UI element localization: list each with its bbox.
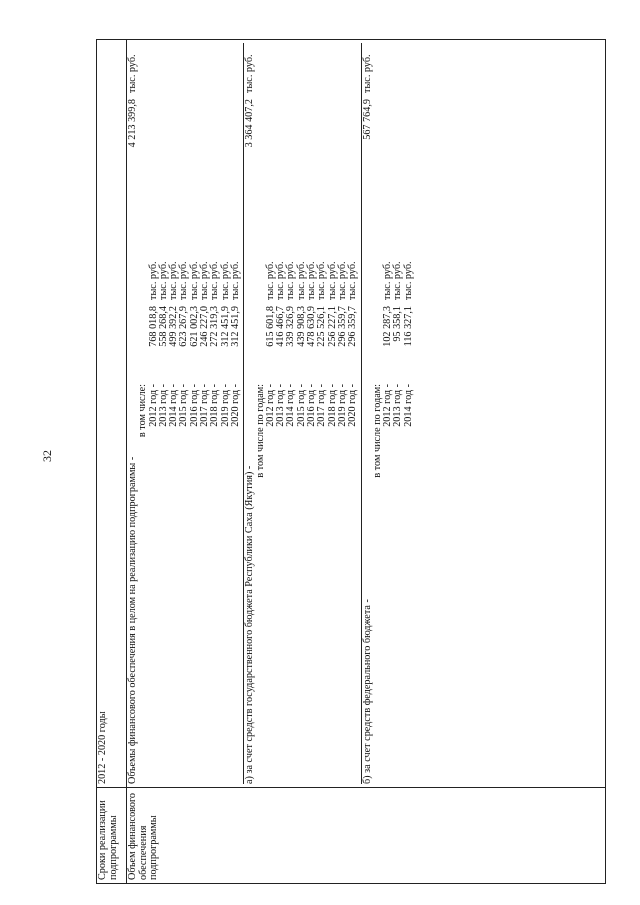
year-unit: тыс. руб. <box>147 261 159 300</box>
year-label: 2020 год - <box>347 384 359 427</box>
year-row <box>348 43 358 784</box>
year-unit: тыс. руб. <box>209 261 221 300</box>
year-value: 416 466,7 <box>275 306 287 347</box>
year-unit: тыс. руб. <box>178 261 190 300</box>
year-label: 2019 год - <box>219 384 231 427</box>
year-label: 2016 год - <box>306 384 318 427</box>
year-row <box>404 43 414 784</box>
year-label: 2015 год - <box>295 384 307 427</box>
year-unit: тыс. руб. <box>264 261 276 300</box>
year-value: 95 358,1 <box>392 306 404 342</box>
state-budget-value: 3 364 407,2 <box>244 99 256 148</box>
year-value: 256 227,1 <box>326 306 338 347</box>
year-label: 2018 год - <box>326 384 338 427</box>
year-unit: тыс. руб. <box>295 261 307 300</box>
year-label: 2013 год - <box>275 384 287 427</box>
year-unit: тыс. руб. <box>229 261 241 300</box>
term-value: 2012 - 2020 годы <box>97 40 127 788</box>
year-unit: тыс. руб. <box>157 261 169 300</box>
state-budget-title: а) за счет средств государственного бюджета Республики Саха (Якутия) - <box>244 465 256 784</box>
total-title: Объемы финансового обеспечения в целом на реализацию подпрограммы - <box>127 456 138 784</box>
year-unit: тыс. руб. <box>188 261 200 300</box>
year-value: 621 002,3 <box>188 306 200 347</box>
federal-budget-sub-label: в том числе по годам: <box>371 384 383 478</box>
year-label: 2012 год - <box>382 384 394 427</box>
term-row <box>97 40 127 884</box>
year-value: 296 359,7 <box>336 306 348 347</box>
year-value: 768 018,8 <box>147 306 159 347</box>
year-unit: тыс. руб. <box>168 261 180 300</box>
year-label: 2012 год - <box>264 384 276 427</box>
federal-budget-value: 567 764,9 <box>361 99 373 140</box>
year-label: 2014 год - <box>285 384 297 427</box>
volume-row <box>127 40 606 884</box>
state-budget-unit: тыс. руб. <box>244 54 256 93</box>
year-row <box>231 43 241 784</box>
year-label: 2017 год - <box>316 384 328 427</box>
year-unit: тыс. руб. <box>382 261 394 300</box>
document-table-rotated <box>96 40 606 884</box>
year-value: 499 392,2 <box>168 306 180 347</box>
year-label: 2012 год - <box>147 384 159 427</box>
year-label: 2017 год - <box>199 384 211 427</box>
year-label: 2019 год - <box>336 384 348 427</box>
year-value: 558 268,4 <box>157 306 169 347</box>
federal-budget-title: б) за счет средств федерального бюджета - <box>361 599 373 784</box>
volume-content <box>127 40 606 788</box>
year-value: 272 319,3 <box>209 306 221 347</box>
year-unit: тыс. руб. <box>347 261 359 300</box>
year-unit: тыс. руб. <box>336 261 348 300</box>
year-unit: тыс. руб. <box>402 261 414 300</box>
year-unit: тыс. руб. <box>326 261 338 300</box>
year-value: 615 601,8 <box>264 306 276 347</box>
year-label: 2013 год - <box>157 384 169 427</box>
federal-budget-section <box>361 43 416 784</box>
year-label: 2016 год - <box>188 384 200 427</box>
year-value: 623 267,9 <box>178 306 190 347</box>
total-unit: тыс. руб. <box>127 54 138 93</box>
volume-label: Объем финансового обеспечения подпрограммы <box>127 788 606 884</box>
year-value: 439 908,3 <box>295 306 307 347</box>
year-value: 312 451,9 <box>219 306 231 347</box>
total-year-list <box>149 43 242 784</box>
term-label: Сроки реализации подпрограммы <box>97 788 127 884</box>
year-value: 246 227,0 <box>199 306 211 347</box>
year-label: 2014 год - <box>402 384 414 427</box>
program-passport-table <box>96 39 606 884</box>
year-label: 2018 год - <box>209 384 221 427</box>
year-value: 225 526,1 <box>316 306 328 347</box>
year-unit: тыс. руб. <box>199 261 211 300</box>
year-value: 478 630,9 <box>306 306 318 347</box>
year-label: 2020 год - <box>229 384 241 427</box>
state-budget-year-list <box>266 43 359 784</box>
year-label: 2013 год - <box>392 384 404 427</box>
year-value: 312 451,9 <box>229 306 241 347</box>
year-value: 339 326,9 <box>285 306 297 347</box>
year-value: 296 359,7 <box>347 306 359 347</box>
federal-budget-unit: тыс. руб. <box>361 54 373 93</box>
year-unit: тыс. руб. <box>275 261 287 300</box>
year-label: 2014 год - <box>168 384 180 427</box>
page-number: 32 <box>40 450 54 462</box>
year-value: 116 327,1 <box>402 306 414 347</box>
state-budget-section <box>243 43 360 784</box>
year-unit: тыс. руб. <box>219 261 231 300</box>
total-section <box>127 43 243 784</box>
year-unit: тыс. руб. <box>306 261 318 300</box>
total-sub-label: в том числе: <box>137 384 149 438</box>
year-unit: тыс. руб. <box>392 261 404 300</box>
year-unit: тыс. руб. <box>316 261 328 300</box>
total-value: 4 213 399,8 <box>127 99 138 148</box>
state-budget-sub-label: в том числе по годам: <box>254 384 266 478</box>
year-unit: тыс. руб. <box>285 261 297 300</box>
federal-budget-year-list <box>383 43 414 784</box>
year-value: 102 287,3 <box>382 306 394 347</box>
year-label: 2015 год - <box>178 384 190 427</box>
